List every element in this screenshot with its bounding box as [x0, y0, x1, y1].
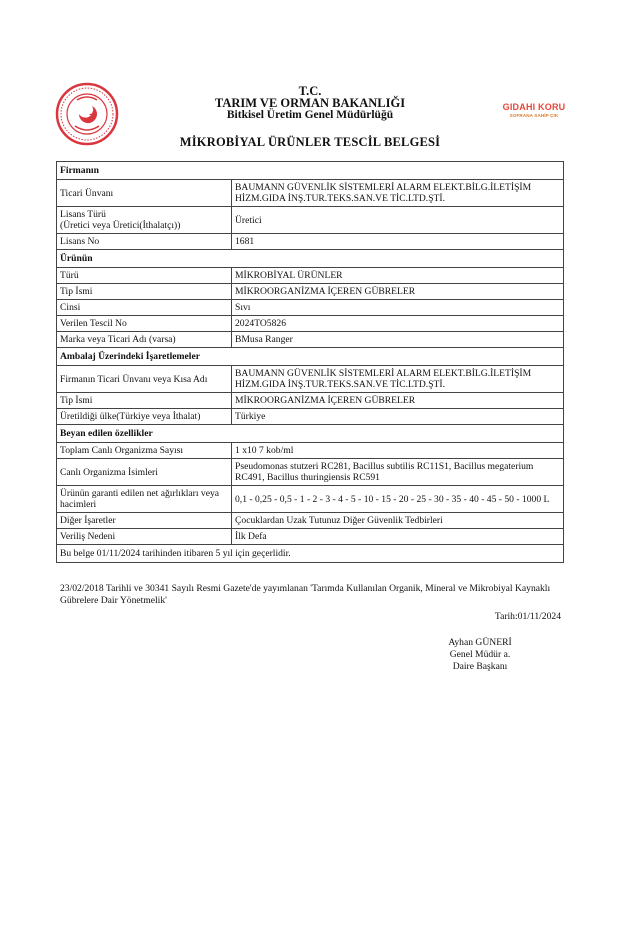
section-product: Ürünün: [57, 250, 564, 268]
license-no-value: 1681: [232, 234, 564, 250]
product-type-name-label: Tip İsmi: [57, 284, 232, 300]
campaign-logo-tagline: SOFRANA SAHİP ÇIK: [509, 113, 559, 118]
table-row: [57, 393, 564, 409]
signatory-title-2: Daire Başkanı: [452, 661, 508, 672]
section-packaging: Ambalaj Üzerindeki İşaretlemeler: [57, 348, 564, 366]
table-row: [57, 268, 564, 284]
issue-reason-label: Veriliş Nedeni: [57, 529, 232, 545]
registration-no-value: 2024TO5826: [232, 316, 564, 332]
organism-names-label: Canlı Organizma İsimleri: [57, 459, 232, 486]
packaging-company-value: BAUMANN GÜVENLİK SİSTEMLERİ ALARM ELEKT.BİLG.İLETİŞİM HİZM.GIDA İNŞ.TUR.TEKS.SAN.VE TİC.LTD.ŞTİ.: [232, 366, 564, 393]
product-kind-label: Cinsi: [57, 300, 232, 316]
table-row: [57, 207, 564, 234]
other-marks-value: Çocuklardan Uzak Tutunuz Diğer Güvenlik Tedbirleri: [232, 513, 564, 529]
trade-name-label: Ticari Ünvanı: [57, 180, 232, 207]
header-ministry: TARIM VE ORMAN BAKANLIĞI: [214, 96, 406, 110]
section-row-product: [57, 250, 564, 268]
registration-no-label: Verilen Tescil No: [57, 316, 232, 332]
regulation-reference: 23/02/2018 Tarihli ve 30341 Sayılı Resmi Gazete'de yayımlanan 'Tarımda Kullanılan Organik, Mineral ve Mikrobiyal Kaynaklı Gübrelere Dair Yönetmelik': [60, 583, 551, 606]
header-tc: T.C.: [298, 84, 322, 98]
origin-label: Üretildiği ülke(Türkiye veya İthalat): [57, 409, 232, 425]
table-row: [57, 284, 564, 300]
net-volume-label: Ürünün garanti edilen net ağırlıkları veya hacimleri: [57, 486, 232, 513]
validity-note: Bu belge 01/11/2024 tarihinden itibaren 5 yıl için geçerlidir.: [57, 545, 564, 563]
table-row: [57, 409, 564, 425]
header-directorate: Bitkisel Üretim Genel Müdürlüğü: [226, 109, 394, 121]
packaging-type-name-value: MİKROORGANİZMA İÇEREN GÜBRELER: [232, 393, 564, 409]
net-volume-value: 0,1 - 0,25 - 0,5 - 1 - 2 - 3 - 4 - 5 - 10 - 15 - 20 - 25 - 30 - 35 - 40 - 45 - 50 - 1000 L: [232, 486, 564, 513]
table-row: [57, 513, 564, 529]
table-row: [57, 366, 564, 393]
signatory-name: Ayhan GÜNERİ: [448, 637, 512, 648]
section-row-properties: [57, 425, 564, 443]
packaging-company-label: Firmanın Ticari Ünvanı veya Kısa Adı: [57, 366, 232, 393]
document-title: MİKROBİYAL ÜRÜNLER TESCİL BELGESİ: [179, 135, 441, 149]
product-type-value: MİKROBİYAL ÜRÜNLER: [232, 268, 564, 284]
organism-names-value: Pseudomonas stutzeri RC281, Bacillus subtilis RC11S1, Bacillus megaterium RC491, Bacillus thuringiensis RC591: [232, 459, 564, 486]
table-row: [57, 332, 564, 348]
brand-value: BMusa Ranger: [232, 332, 564, 348]
license-no-label: Lisans No: [57, 234, 232, 250]
table-row: [57, 486, 564, 513]
table-row: [57, 459, 564, 486]
total-organism-value: 1 x10 7 kob/ml: [232, 443, 564, 459]
table-row: [57, 529, 564, 545]
total-organism-label: Toplam Canlı Organizma Sayısı: [57, 443, 232, 459]
table-row: [57, 443, 564, 459]
table-row: [57, 180, 564, 207]
origin-value: Türkiye: [232, 409, 564, 425]
certificate-table: [56, 161, 564, 563]
section-company: Firmanın: [57, 162, 564, 180]
section-row-company: [57, 162, 564, 180]
license-type-value: Üretici: [232, 207, 564, 234]
table-row: [57, 234, 564, 250]
product-type-name-value: MİKROORGANİZMA İÇEREN GÜBRELER: [232, 284, 564, 300]
section-properties: Beyan edilen özellikler: [57, 425, 564, 443]
other-marks-label: Diğer İşaretler: [57, 513, 232, 529]
validity-row: [57, 545, 564, 563]
section-row-packaging: [57, 348, 564, 366]
signatory-title-1: Genel Müdür a.: [449, 649, 511, 660]
issue-reason-value: İlk Defa: [232, 529, 564, 545]
signature-block: [440, 637, 520, 673]
table-row: [57, 300, 564, 316]
issue-date: Tarih:01/11/2024: [494, 611, 561, 622]
product-kind-value: Sıvı: [232, 300, 564, 316]
brand-label: Marka veya Ticari Adı (varsa): [57, 332, 232, 348]
license-type-label-cell: [57, 207, 232, 234]
campaign-logo-name: GIDAHI KORU: [502, 102, 566, 112]
table-row: [57, 316, 564, 332]
product-type-label: Türü: [57, 268, 232, 284]
license-type-label: Lisans Türü: [60, 209, 106, 220]
trade-name-value: BAUMANN GÜVENLİK SİSTEMLERİ ALARM ELEKT.BİLG.İLETİŞİM HİZM.GIDA İNŞ.TUR.TEKS.SAN.VE TİC.LTD.ŞTİ.: [232, 180, 564, 207]
license-type-sublabel: (Üretici veya Üretici(İthalatçı)): [60, 220, 181, 231]
packaging-type-name-label: Tip İsmi: [57, 393, 232, 409]
